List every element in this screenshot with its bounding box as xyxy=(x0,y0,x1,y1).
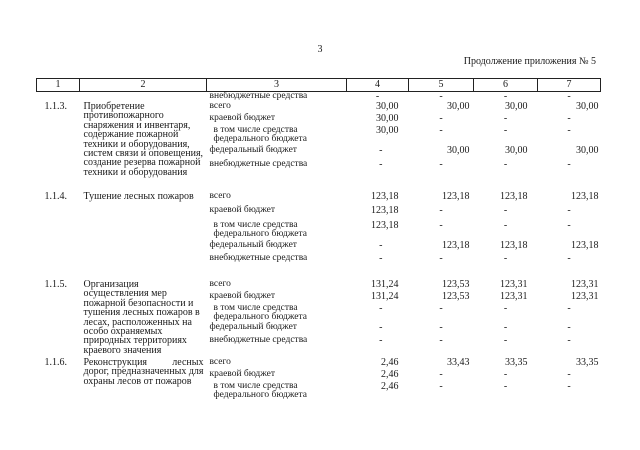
value-col6: - xyxy=(503,335,508,346)
section-1-1-3 xyxy=(37,102,601,192)
value-col7: - xyxy=(567,335,571,346)
value-col7: - xyxy=(567,322,571,333)
table-row xyxy=(37,102,601,114)
value-col7: 123,18 xyxy=(571,240,599,251)
section-code: 1.1.3. xyxy=(44,101,67,112)
section-title: Реконструкция лесных дорог, предназначенных для охраны лесов от пожаров xyxy=(83,357,204,387)
value-col6: - xyxy=(503,220,508,231)
value-col4: 2,46 xyxy=(381,369,399,380)
funding-source: федеральный бюджет xyxy=(209,322,297,332)
funding-source: внебюджетные средства xyxy=(209,335,308,345)
funding-source: краевой бюджет xyxy=(209,291,276,301)
value-col7: 123,31 xyxy=(571,279,599,290)
value-col4: - xyxy=(379,303,383,314)
section-code: 1.1.5. xyxy=(44,279,67,290)
value-col6: 30,00 xyxy=(505,145,528,156)
funding-source: в том числе средства федерального бюджета xyxy=(213,220,307,239)
value-col4: 123,18 xyxy=(371,205,399,216)
value-col6: - xyxy=(503,303,508,314)
value-col5: 123,53 xyxy=(442,279,470,290)
section-title: Тушение лесных пожаров xyxy=(83,191,194,202)
value-col4: - xyxy=(379,335,383,346)
value-col6: 30,00 xyxy=(505,101,528,112)
header-cell-7: 7 xyxy=(538,79,601,92)
value-col4: - xyxy=(379,145,383,156)
funding-source: внебюджетные средства xyxy=(209,91,308,101)
value-col6: - xyxy=(503,113,508,124)
funding-source: всего xyxy=(209,357,231,367)
funding-source: всего xyxy=(209,279,231,289)
funding-source: федеральный бюджет xyxy=(209,145,297,155)
value-col7: 33,35 xyxy=(576,357,599,368)
value-col5: - xyxy=(439,220,443,231)
table-header xyxy=(37,79,601,92)
value-col4: - xyxy=(379,159,383,170)
value-col4: - xyxy=(379,322,383,333)
value-col7: 123,31 xyxy=(571,291,599,302)
header-cell-6: 6 xyxy=(474,79,538,92)
continuation-note: Продолжение приложения № 5 xyxy=(463,56,596,67)
header-cell-1: 1 xyxy=(37,79,80,92)
section-title: Организация осуществления мер пожарной безопасности и тушения лесных пожаров в лесах, расположенных на особо охраняемых природных территориях краевого значения xyxy=(83,279,200,356)
section-code: 1.1.4. xyxy=(44,191,67,202)
funding-table xyxy=(36,78,601,402)
value-col5: - xyxy=(439,303,443,314)
value-col4: 131,24 xyxy=(371,291,399,302)
value-col5: - xyxy=(439,253,443,264)
value-col5: - xyxy=(439,113,443,124)
value-col5: 33,43 xyxy=(447,357,470,368)
table-row xyxy=(37,192,601,206)
value-col6: 123,31 xyxy=(500,279,528,290)
value-col7: - xyxy=(567,381,571,392)
table-row xyxy=(37,358,601,370)
value-col7: - xyxy=(567,113,571,124)
value-col7: - xyxy=(567,253,571,264)
header-cell-2: 2 xyxy=(80,79,207,92)
section-1-1-4 xyxy=(37,192,601,280)
section-1-1-5 xyxy=(37,280,601,358)
value-col5: - xyxy=(439,159,443,170)
value-col4: - xyxy=(379,253,383,264)
value-col5: - xyxy=(439,335,443,346)
value-col6: 33,35 xyxy=(505,357,528,368)
funding-source: в том числе средства федерального бюджета xyxy=(213,125,307,144)
value-col5: - xyxy=(439,125,443,136)
value-col6: - xyxy=(503,159,508,170)
funding-source: внебюджетные средства xyxy=(209,253,308,263)
value-col4: 30,00 xyxy=(376,125,399,136)
funding-source: в том числе средства федерального бюджета xyxy=(213,303,307,322)
value-col7: - xyxy=(567,220,571,231)
section-1-1-6 xyxy=(37,358,601,402)
value-col7: - xyxy=(567,125,571,136)
value-col5: 30,00 xyxy=(447,101,470,112)
value-col5: - xyxy=(439,322,443,333)
section-title: Приобретение противопожарного снаряжения и инвентаря, содержание пожарной техники и оборудования, систем связи и оповещения, создание резерва пожарной техники и оборудования xyxy=(83,101,204,178)
page-number: 3 xyxy=(317,44,323,55)
funding-source: краевой бюджет xyxy=(209,205,276,215)
value-col5: - xyxy=(439,91,443,102)
value-col7: - xyxy=(567,369,571,380)
value-col7: - xyxy=(567,303,571,314)
funding-source: краевой бюджет xyxy=(209,369,276,379)
value-col7: - xyxy=(567,205,571,216)
funding-source: федеральный бюджет xyxy=(209,240,297,250)
value-col5: 123,18 xyxy=(442,191,470,202)
value-col5: 30,00 xyxy=(447,145,470,156)
value-col6: - xyxy=(503,322,508,333)
value-col4: 123,18 xyxy=(371,220,399,231)
value-col5: - xyxy=(439,369,443,380)
value-col7: 30,00 xyxy=(576,101,599,112)
value-col4: 30,00 xyxy=(376,101,399,112)
value-col6: - xyxy=(503,369,508,380)
value-col6: - xyxy=(503,125,508,136)
value-col4: - xyxy=(375,91,380,102)
value-col4: - xyxy=(379,240,383,251)
section-code: 1.1.6. xyxy=(44,357,67,368)
value-col5: 123,53 xyxy=(442,291,470,302)
header-cell-3: 3 xyxy=(207,79,347,92)
value-col4: 131,24 xyxy=(371,279,399,290)
value-col7: - xyxy=(567,159,571,170)
value-col6: - xyxy=(503,381,508,392)
value-col5: - xyxy=(439,381,443,392)
funding-source: в том числе средства федерального бюджета xyxy=(213,381,307,400)
value-col6: 123,18 xyxy=(500,240,528,251)
value-col6: 123,31 xyxy=(500,291,528,302)
funding-source: всего xyxy=(209,101,231,111)
value-col7: - xyxy=(567,91,571,102)
value-col5: - xyxy=(439,205,443,216)
value-col6: - xyxy=(503,91,508,102)
funding-source: краевой бюджет xyxy=(209,113,276,123)
funding-source: внебюджетные средства xyxy=(209,159,308,169)
value-col4: 30,00 xyxy=(376,113,399,124)
funding-source: всего xyxy=(209,191,231,201)
header-cell-4: 4 xyxy=(347,79,409,92)
value-col4: 2,46 xyxy=(381,357,399,368)
value-col7: 123,18 xyxy=(571,191,599,202)
value-col6: - xyxy=(503,205,508,216)
header-cell-5: 5 xyxy=(409,79,474,92)
value-col7: 30,00 xyxy=(576,145,599,156)
value-col6: - xyxy=(503,253,508,264)
value-col5: 123,18 xyxy=(442,240,470,251)
value-col4: 123,18 xyxy=(371,191,399,202)
value-col6: 123,18 xyxy=(500,191,528,202)
value-col4: 2,46 xyxy=(381,381,399,392)
